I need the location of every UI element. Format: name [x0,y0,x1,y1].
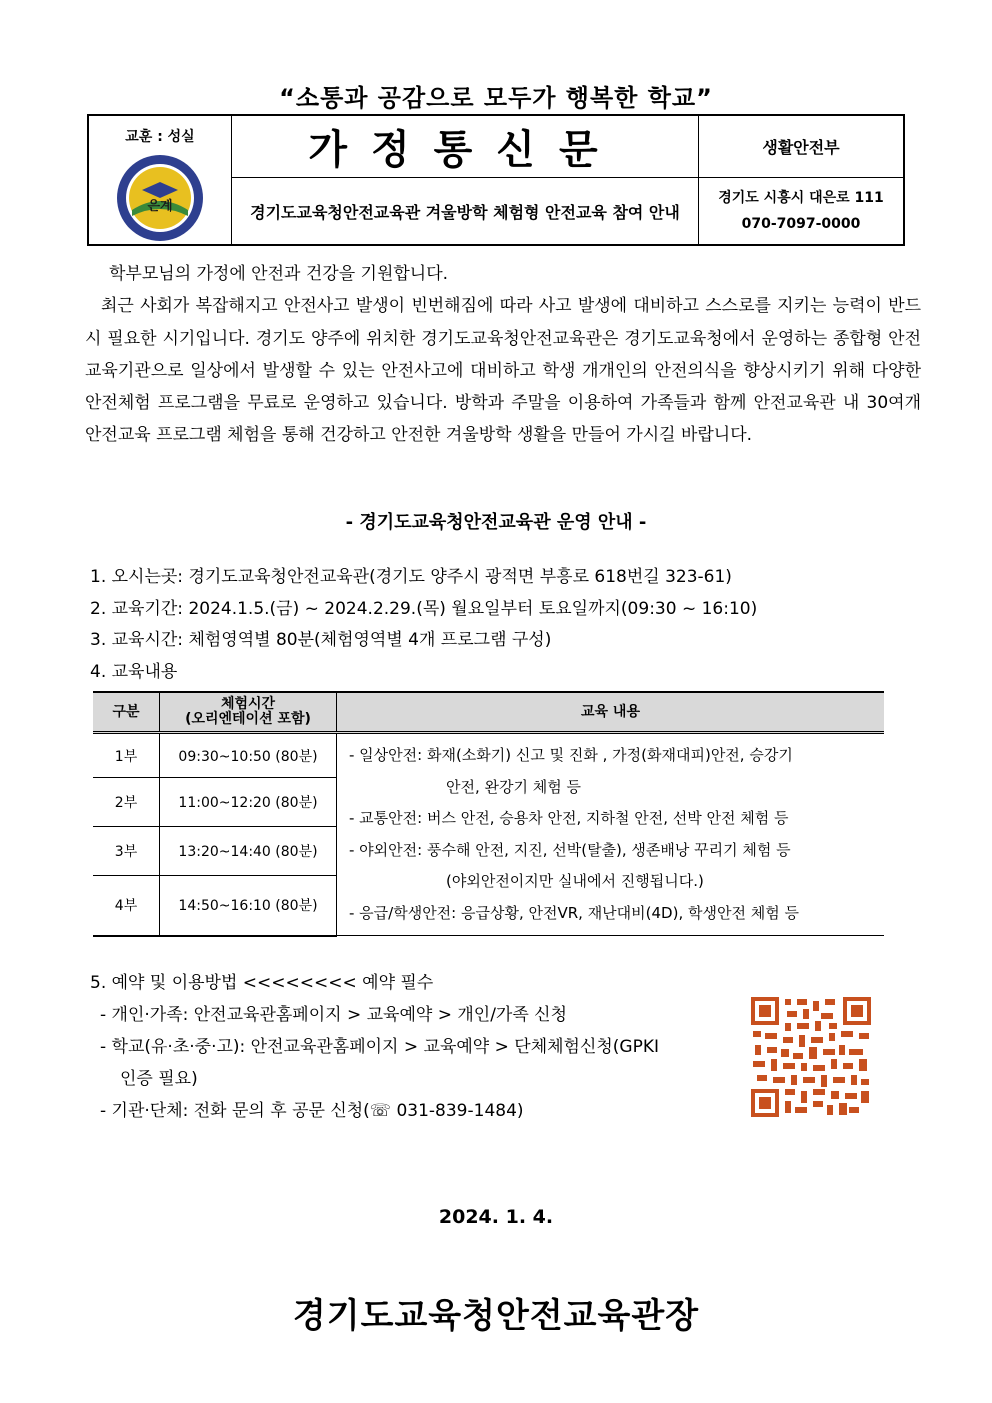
info-contents-heading: 4. 교육내용 [90,661,178,682]
reservation-school-note: 인증 필요) [120,1069,198,1089]
contents-daily: - 일상안전: 화재(소화기) 신고 및 진화 , 가정(화재대피)안전, 승강기 [349,746,793,764]
school-motto-label: 교훈 : 성실 [125,129,195,145]
intro-paragraph: 최근 사회가 복잡해지고 안전사고 발생이 빈번해짐에 따라 사고 발생에 대비하고 스스로를 지키는 능력이 반드시 필요한 시기입니다. 경기도 양주에 위치한 경기도교육청안전교육관은 경기도교육청에서 운영하는 종합형 안전교육기관으로 일상에서 발생할 수 있는 안전사고에 대비하고 학생 개개인의 안전의식을 향상시키기 위해 다양한 안전체험 프로그램을 무료로 운영하고 있습니다. 방학과 주말을 이용하여 가족들과 함께 안전교육관 내 30여개 안전교육 프로그램 체험을 통해 건강하고 안전한 겨울방학 생활을 만들어 가시길 바랍니다. [85,296,921,446]
table-header-time-line1: 체험시간 [220,696,276,712]
greeting: 학부모님의 가정에 안전과 건강을 기원합니다. [109,264,449,284]
contents-outdoor-note: (야외안전이지만 실내에서 진행됩니다.) [446,872,704,890]
issue-date: 2024. 1. 4. [438,1206,554,1228]
info-location: 1. 오시는곳: 경기도교육청안전교육관(경기도 양주시 광적면 부흥로 618번길 323-61) [90,567,732,587]
table-cell-time: 11:00~12:20 (80분) [160,778,337,827]
table-row [93,733,884,778]
table-cell-time: 13:20~14:40 (80분) [160,827,337,876]
section-title: - 경기도교육청안전교육관 운영 안내 - [345,512,647,533]
qr-code-icon [751,997,871,1117]
phone-number: 070-7097-0000 [741,216,861,233]
department: 생활안전부 [699,115,905,178]
table-cell-part: 1부 [93,733,160,778]
newsletter-header [87,114,905,246]
table-header-contents: 교육 내용 [337,692,885,733]
reservation-school: - 학교(유·초·중·고): 안전교육관홈페이지 > 교육예약 > 단체체험신청(GPKI [100,1037,660,1057]
reservation-section [90,967,659,1127]
contents-daily-cont: 안전, 완강기 체험 등 [446,777,581,796]
education-table [93,691,884,937]
table-cell-part: 3부 [93,827,160,876]
school-logo-icon [114,152,206,244]
document-subtitle: 경기도교육청안전교육관 겨울방학 체험형 안전교육 참여 안내 [232,178,699,245]
logo-text: 은계 [147,199,173,214]
table-cell-time: 09:30~10:50 (80분) [160,733,337,778]
reservation-title: 5. 예약 및 이용방법 <<<<<<<< 예약 필수 [90,973,434,993]
table-cell-time: 14:50~16:10 (80분) [160,876,337,936]
contents-traffic: - 교통안전: 버스 안전, 승용차 안전, 지하철 안전, 선박 안전 체험 등 [349,809,789,827]
table-header-time-line2: (오리엔테이션 포함) [185,711,311,727]
reservation-organization: - 기관·단체: 전화 문의 후 공문 신청(☏ 031-839-1484) [100,1101,524,1121]
intro-text [85,258,921,452]
school-motto-banner: “소통과 공감으로 모두가 행복한 학교” [279,84,713,112]
address: 경기도 시흥시 대은로 111 [718,190,884,207]
reservation-individual: - 개인·가족: 안전교육관홈페이지 > 교육예약 > 개인/가족 신청 [100,1005,568,1025]
info-duration: 3. 교육시간: 체험영역별 80분(체험영역별 4개 프로그램 구성) [90,630,552,650]
info-period: 2. 교육기간: 2024.1.5.(금) ~ 2024.2.29.(목) 월요일부터 토요일까지(09:30 ~ 16:10) [90,598,758,619]
signer: 경기도교육청안전교육관장 [292,1296,700,1336]
contents-outdoor: - 야외안전: 풍수해 안전, 지진, 선박(탈출), 생존배낭 꾸리기 체험 등 [349,840,791,859]
table-cell-contents [337,733,885,936]
table-header-part: 구분 [93,692,160,733]
contact-cell [699,178,905,245]
info-list [90,562,757,688]
page-title: 가정통신문 [232,115,699,178]
table-header-time [160,692,337,733]
school-motto-cell [88,115,232,245]
contents-emergency: - 응급/학생안전: 응급상황, 안전VR, 재난대비(4D), 학생안전 체험 등 [349,903,799,922]
table-cell-part: 2부 [93,778,160,827]
table-cell-part: 4부 [93,876,160,936]
